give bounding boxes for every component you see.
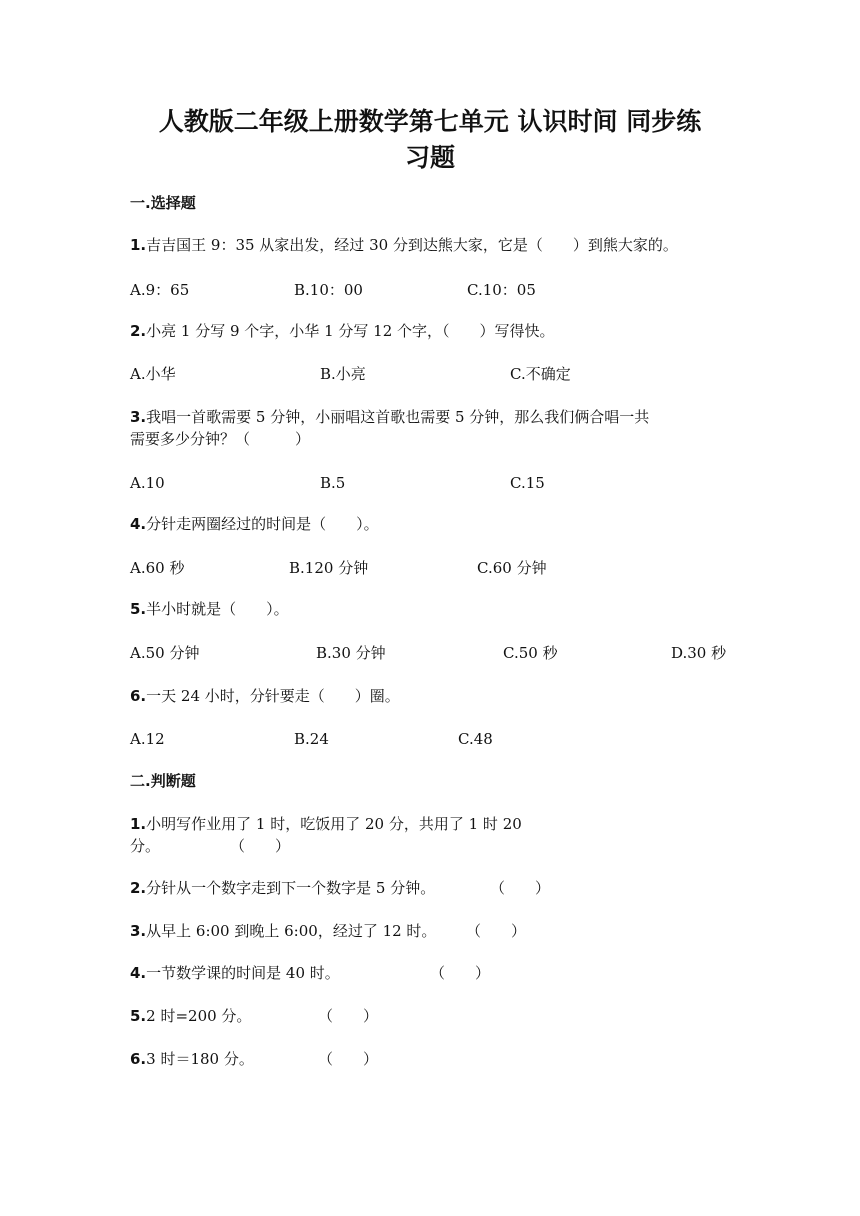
answer-blank: （ ） [430, 964, 491, 982]
question-text: 2 时=200 分。 [146, 1007, 252, 1025]
choice-question-4 [130, 513, 379, 535]
choice-question-3 [130, 406, 649, 428]
question-number: 3. [130, 408, 147, 426]
answer-blank: （ ） [466, 922, 527, 940]
judgement-question-1 [130, 813, 522, 835]
choice-option-4a: A.60 秒 [130, 559, 185, 577]
choice-option-5c: C.50 秒 [503, 644, 558, 662]
question-text: 3 时＝180 分。 [146, 1050, 254, 1068]
question-number: 1. [130, 236, 147, 254]
answer-blank: （ ） [318, 1050, 379, 1068]
page-title [110, 104, 750, 176]
choice-option-2b: B.小亮 [320, 365, 366, 383]
question-text: 我唱一首歌需要 5 分钟，小丽唱这首歌也需要 5 分钟，那么我们俩合唱一共 [146, 408, 650, 426]
question-number: 5. [130, 1007, 147, 1025]
judgement-question-5 [130, 1005, 379, 1027]
question-text: 一天 24 小时，分针要走（ ）圈。 [146, 687, 400, 705]
judgement-question-4 [130, 962, 491, 984]
question-text: 吉吉国王 9：35 从家出发，经过 30 分到达熊大家，它是（ ）到熊大家的。 [146, 236, 678, 254]
choice-option-6a: A.12 [130, 730, 165, 748]
title-line-2: 习题 [404, 143, 455, 172]
question-number: 6. [130, 1050, 147, 1068]
choice-option-6b: B.24 [294, 730, 329, 748]
question-text: 小亮 1 分写 9 个字，小华 1 分写 12 个字，（ ）写得快。 [146, 322, 555, 340]
choice-option-2c: C.不确定 [510, 365, 571, 383]
question-number: 3. [130, 922, 147, 940]
choice-question-5 [130, 598, 289, 620]
choice-option-4b: B.120 分钟 [289, 559, 369, 577]
judgement-question-2 [130, 877, 551, 899]
question-text: 分针从一个数字走到下一个数字是 5 分钟。 [146, 879, 436, 897]
answer-blank: （ ） [490, 879, 551, 897]
choice-option-2a: A.小华 [130, 365, 176, 383]
question-text-continued: 分。 [130, 837, 161, 855]
question-number: 5. [130, 600, 147, 618]
choice-question-3-line-2: 需要多少分钟？（ ） [130, 430, 311, 448]
judgement-question-1-line-2 [130, 835, 291, 857]
question-number: 1. [130, 815, 147, 833]
answer-blank: （ ） [318, 1007, 379, 1025]
question-text: 一节数学课的时间是 40 时。 [146, 964, 340, 982]
question-text: 小明写作业用了 1 时，吃饭用了 20 分，共用了 1 时 20 [146, 815, 522, 833]
choice-question-2 [130, 320, 555, 342]
choice-option-1a: A.9：65 [130, 281, 190, 299]
choice-option-1b: B.10：00 [294, 281, 363, 299]
question-number: 2. [130, 322, 147, 340]
section-heading-judgement: 二.判断题 [130, 772, 196, 790]
choice-option-5d: D.30 秒 [671, 644, 727, 662]
question-number: 4. [130, 515, 147, 533]
question-number: 6. [130, 687, 147, 705]
choice-option-1c: C.10：05 [467, 281, 536, 299]
question-number: 4. [130, 964, 147, 982]
question-text: 半小时就是（ ）。 [146, 600, 289, 618]
question-number: 2. [130, 879, 147, 897]
judgement-question-6 [130, 1048, 379, 1070]
section-heading-choice: 一.选择题 [130, 194, 196, 212]
answer-blank: （ ） [230, 837, 291, 855]
title-line-1: 人教版二年级上册数学第七单元 认识时间 同步练 [158, 107, 702, 136]
choice-option-5b: B.30 分钟 [316, 644, 386, 662]
choice-question-1 [130, 234, 678, 256]
choice-option-3b: B.5 [320, 474, 346, 492]
choice-option-3a: A.10 [130, 474, 165, 492]
question-text: 分针走两圈经过的时间是（ ）。 [146, 515, 379, 533]
choice-option-3c: C.15 [510, 474, 545, 492]
judgement-question-3 [130, 920, 527, 942]
choice-option-5a: A.50 分钟 [130, 644, 200, 662]
choice-option-4c: C.60 分钟 [477, 559, 547, 577]
question-text: 从早上 6:00 到晚上 6:00，经过了 12 时。 [146, 922, 437, 940]
choice-question-6 [130, 685, 400, 707]
choice-option-6c: C.48 [458, 730, 493, 748]
